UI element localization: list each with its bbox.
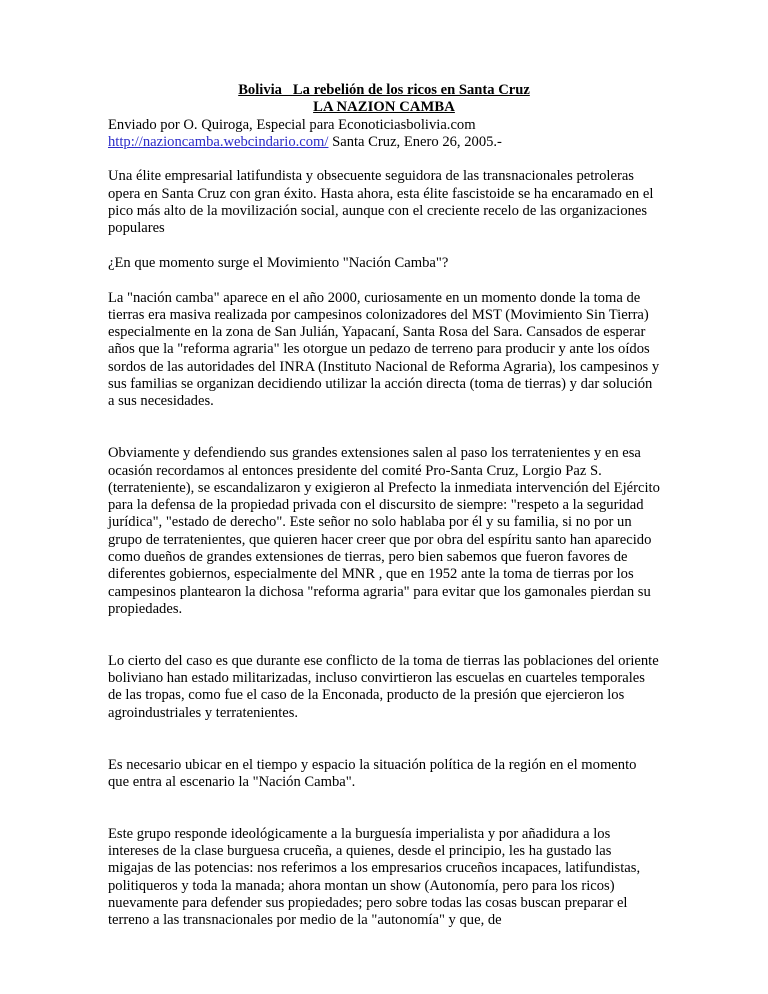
document-heading [108, 82, 660, 99]
paragraph-question-origen: ¿En que momento surge el Movimiento "Nación Camba"? [108, 254, 449, 271]
paragraph-nacion-camba-2000: La "nación camba" aparece en el año 2000, curiosamente en un momento donde la toma de tierras era masiva realizada por campesinos colonizadores del MST (Movimiento Sin Tierra) especialmente en la zona de San Julián, Yapacaní, Santa Rosa del Sara. Cansados de esperar años que la "reforma agraria" les otorgue un pedazo de terreno para producir y ante los oídos sordos de las autoridades del INRA (Instituto Nacional de Reforma Agraria), los campesinos y sus familias se organizan decidiendo utilizar la acción directa (toma de tierras) y dar solución a sus necesidades. [108, 289, 660, 410]
paragraph-militarizacion: Lo cierto del caso es que durante ese conflicto de la toma de tierras las poblaciones del oriente boliviano han estado militarizadas, incluso convirtieron las escuelas en cuarteles temporales de las tropas, como fue el caso de la Enconada, producto de la presión que ejercieron los agroindustriales y terratenientes. [108, 652, 659, 721]
document-subtitle: LA NAZION CAMBA [313, 99, 455, 116]
paragraph-terratenientes: Obviamente y defendiendo sus grandes extensiones salen al paso los terratenientes y en esa ocasión recordamos al entonces presidente del comité Pro-Santa Cruz, Lorgio Paz S. (terrateniente), se escandalizaron y exigieron al Prefecto la inmediata intervención del Ejército para la defensa de la propiedad privada con el discursito de siempre: "respeto a la seguridad jurídica", "estado de derecho". Este señor no solo hablaba por él y su familia, si no por un grupo de terratenientes, que quieren hacer creer que por obra del espíritu santo han aparecido como dueños de grandes extensiones de tierras, pero bien sabemos que fueron favores de diferentes gobiernos, especialmente del MNR , que en 1952 ante la toma de tierras por los campesinos plantearon la dichosa "reforma agraria" para evitar que los gamonales pierdan su propiedades. [108, 445, 660, 617]
spacer [108, 411, 660, 446]
paragraph-intro: Una élite empresarial latifundista y obsecuente seguidora de las transnacionales petroleras opera en Santa Cruz con gran éxito. Hasta ahora, esta élite fascistoide se ha encaramado en el pico más alto de la movilización social, aunque con el creciente recelo de las organizaciones populares [108, 168, 654, 237]
spacer [108, 722, 660, 757]
document-subtitle-line [108, 99, 660, 116]
spacer [108, 791, 660, 826]
byline-source-line [108, 134, 660, 151]
spacer [108, 618, 660, 653]
spacer [108, 272, 660, 289]
source-url-link[interactable]: http://nazioncamba.webcindario.com/ [108, 133, 329, 150]
document-body [108, 82, 660, 930]
paragraph-burguesia-imperialista: Este grupo responde ideológicamente a la burguesía imperialista y por añadidura a los intereses de la clase burguesa cruceña, a quienes, desde el principio, les ha gustado las migajas de las potencias: nos referimos a los empresarios cruceños incapaces, latifundistas, politiqueros y toda la manada; ahora montan un show (Autonomía, pero para los ricos) nuevamente para defender sus propiedades; pero sobre todas las cosas buscan preparar el terreno a las transnacionales por medio de la "autonomía" y que, de [108, 825, 641, 929]
spacer [108, 151, 660, 168]
spacer [108, 238, 660, 255]
byline-dateline: Santa Cruz, Enero 26, 2005.- [328, 133, 502, 150]
document-title: Bolivia La rebelión de los ricos en Santa Cruz [238, 82, 530, 98]
byline-credit [108, 117, 660, 134]
paragraph-ubicar-tiempo-espacio: Es necesario ubicar en el tiempo y espacio la situación política de la región en el momento que entra al escenario la "Nación Camba". [108, 756, 637, 790]
byline-credit-text: Enviado por O. Quiroga, Especial para Econoticiasbolivia.com [108, 116, 476, 133]
